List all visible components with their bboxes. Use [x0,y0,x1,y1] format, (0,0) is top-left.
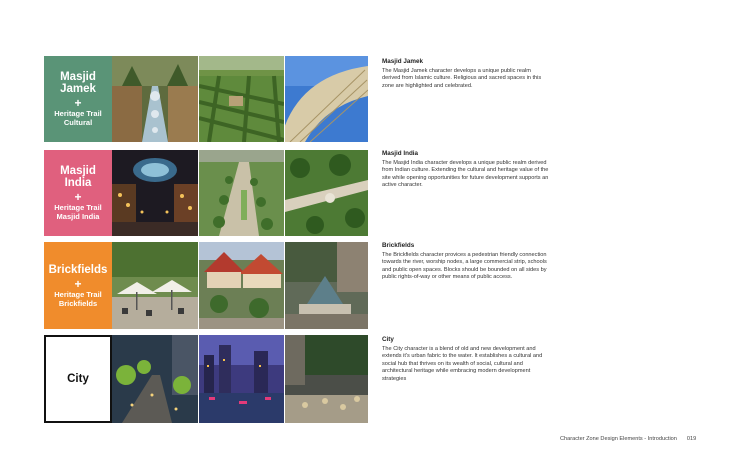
page-footer [560,436,696,442]
aerial-park-trees-photo [285,150,368,236]
zone-description-text: The City character is a blend of old and new development and extends it's urban fabric to the water. It establishes a cultural and social hub that thrives on its wealth of social, cultural and architectural heritage while embracing modern development strategies [382,346,543,382]
trail-name: Brickfields [58,298,98,308]
sculpture-plaza-photo [285,242,368,329]
zone-row-city [44,335,368,423]
plus-sign: + [74,276,82,291]
temple-plaza-photo [199,242,284,329]
night-street-dome-photo [112,150,198,236]
zone-description-title: City [382,336,394,343]
trail-name: Heritage Trail [54,109,102,118]
city-night-skyline-photo [199,335,284,423]
zone-name: India [64,177,92,189]
fountain-garden-photo [112,56,198,142]
zone-description-title: Masjid Jamek [382,58,423,65]
zone-description-masjid-india [382,150,550,190]
zone-row-brickfields [44,242,368,329]
tree-lined-avenue-photo [112,335,198,423]
hedge-maze-garden-photo [199,56,284,142]
zone-description-brickfields [382,242,550,282]
zone-label-masjid-india [44,150,112,236]
trail-name: Heritage Trail [54,203,102,212]
outdoor-cafe-umbrellas-photo [112,242,198,329]
zone-label-brickfields [44,242,112,329]
city-street-crowd-photo [285,335,368,423]
zone-description-text: The Masjid India character develops a unique public realm derived from Indian culture. Extending the cultural and heritage value of the site while opening opportunities for future development supports an active character. [382,160,549,189]
trail-name: Heritage Trail [54,289,102,299]
zone-description-title: Masjid India [382,150,419,157]
zone-description-masjid-jamek [382,58,550,90]
zone-name: Brickfields [48,263,108,276]
footer-caption: Character Zone Design Elements - Introduction [560,436,677,442]
page-number: 019 [686,436,697,442]
zone-name: Masjid [60,165,96,177]
aerial-green-corridor-photo [199,150,284,236]
zone-description-city [382,336,550,383]
plus-sign: + [74,190,82,204]
zone-row-masjid-jamek [44,56,368,142]
zone-label-masjid-jamek [44,56,112,142]
trail-name: Masjid India [56,212,100,221]
zone-label-city [44,335,112,423]
zone-description-text: The Masjid Jamek character develops a unique public realm derived from Islamic culture. Religious and sacred spaces in this zone are highlighted and celebrated. [382,68,542,89]
zone-name: City [67,373,89,385]
trail-name: Cultural [63,118,93,127]
zone-name: Masjid [60,71,96,83]
zone-name: Jamek [60,83,96,95]
plus-sign: + [74,96,82,110]
canopy-umbrella-photo [285,56,368,142]
zone-description-title: Brickfields [382,242,415,249]
zone-row-masjid-india [44,150,368,236]
zone-description-text: The Brickfields character provices a pedestrian friendly connection towards the river, worship nodes, a large commercial strip, schools and public open spaces. Blocks should be bounded on all sides by public rights-of-way or other means of public access. [382,252,547,281]
